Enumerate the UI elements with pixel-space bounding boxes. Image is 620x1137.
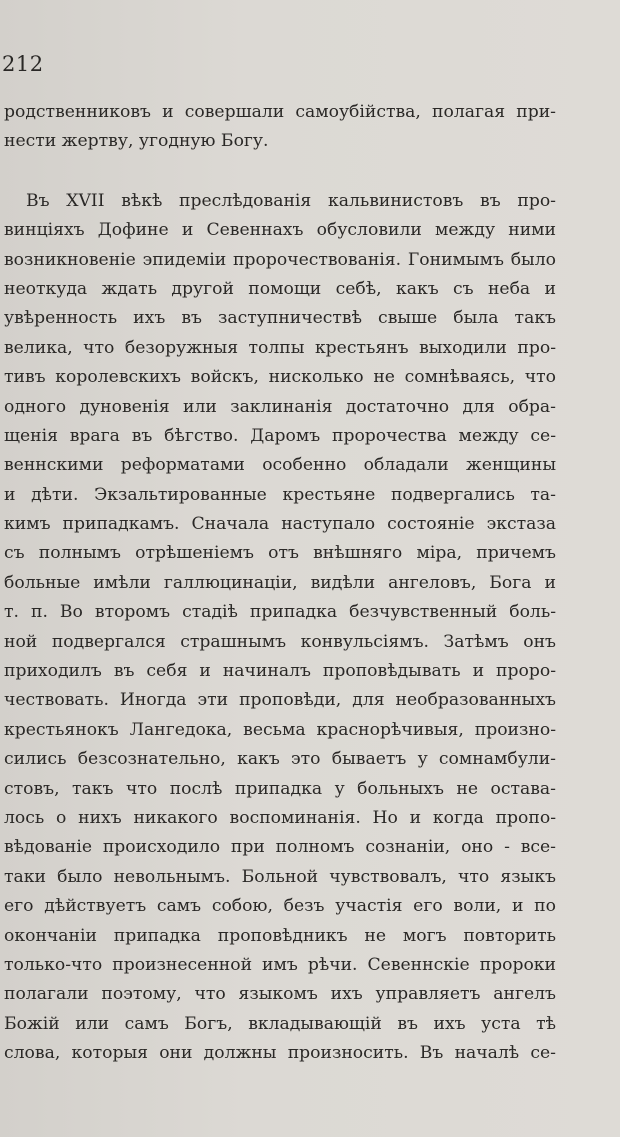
text-line: неоткуда ждать другой помощи себѣ, какъ съ неба и <box>4 278 556 299</box>
text-line: крестьянокъ Лангедока, весьма краснорѣчивыя, произно- <box>4 719 556 740</box>
text-line: одного дуновенія или заклинанія достаточно для обра- <box>4 396 556 417</box>
page-number: 212 <box>2 52 44 76</box>
text-line: съ полнымъ отрѣшеніемъ отъ внѣшняго міра, причемъ <box>4 543 556 564</box>
text-line: сились безсознательно, какъ это бываетъ у сомнамбули- <box>4 749 556 770</box>
text-line: и дѣти. Экзальтированные крестьяне подвергались та- <box>4 484 556 505</box>
text-line: т. п. Во второмъ стадіѣ припадка безчувственный боль- <box>4 602 556 623</box>
text-line: его дѣйствуетъ самъ собою, безъ участія его воли, и по <box>4 896 556 917</box>
text-line: винціяхъ Дофине и Севеннахъ обусловили между ними <box>4 220 556 241</box>
text-line: слова, которыя они должны произносить. Въ началѣ се- <box>4 1043 556 1064</box>
text-line: полагали поэтому, что языкомъ ихъ управляетъ ангелъ <box>4 984 556 1005</box>
text-line: нести жертву, угодную Богу. <box>4 131 269 152</box>
text-line: вѣдованіе происходило при полномъ сознаніи, оно - все- <box>4 837 556 858</box>
text-line: кимъ припадкамъ. Сначала наступало состояніе экстаза <box>4 514 556 535</box>
text-line: Въ XVII вѣкѣ преслѣдованія кальвинистовъ въ про- <box>26 190 556 211</box>
text-line: приходилъ въ себя и начиналъ проповѣдывать и проро- <box>4 661 556 682</box>
text-line: окончаніи припадка проповѣдникъ не могъ повторить <box>4 925 556 946</box>
text-line: стовъ, такъ что послѣ припадка у больныхъ не остава- <box>4 778 556 799</box>
text-line: больные имѣли галлюцинаціи, видѣли ангеловъ, Бога и <box>4 572 556 593</box>
paragraph-gap <box>4 157 556 187</box>
text-line: веннскими реформатами особенно обладали женщины <box>4 455 556 476</box>
text-line: лось о нихъ никакого воспоминанія. Но и когда пропо- <box>4 807 556 828</box>
text-line: только-что произнесенной имъ рѣчи. Севеннскіе пророки <box>4 954 556 975</box>
text-line: таки было невольнымъ. Больной чувствовалъ, что языкъ <box>4 866 556 887</box>
text-line: возникновеніе эпидеміи пророчествованія. Гонимымъ было <box>4 249 556 270</box>
text-line: родственниковъ и совершали самоубійства, полагая при- <box>4 102 556 122</box>
body-text <box>4 98 556 1069</box>
text-line: ной подвергался страшнымъ конвульсіямъ. Затѣмъ онъ <box>4 631 556 652</box>
text-line: велика, что безоружныя толпы крестьянъ выходили про- <box>4 337 556 358</box>
text-line: щенія врага въ бѣгство. Даромъ пророчества между се- <box>4 425 556 446</box>
text-line: увѣренность ихъ въ заступничествѣ свыше была такъ <box>4 308 556 329</box>
text-line: тивъ королевскихъ войскъ, нисколько не сомнѣваясь, что <box>4 367 556 388</box>
text-line: чествовать. Иногда эти проповѣди, для необразованныхъ <box>4 690 556 711</box>
text-line: Божій или самъ Богъ, вкладывающій въ ихъ уста тѣ <box>4 1013 556 1034</box>
